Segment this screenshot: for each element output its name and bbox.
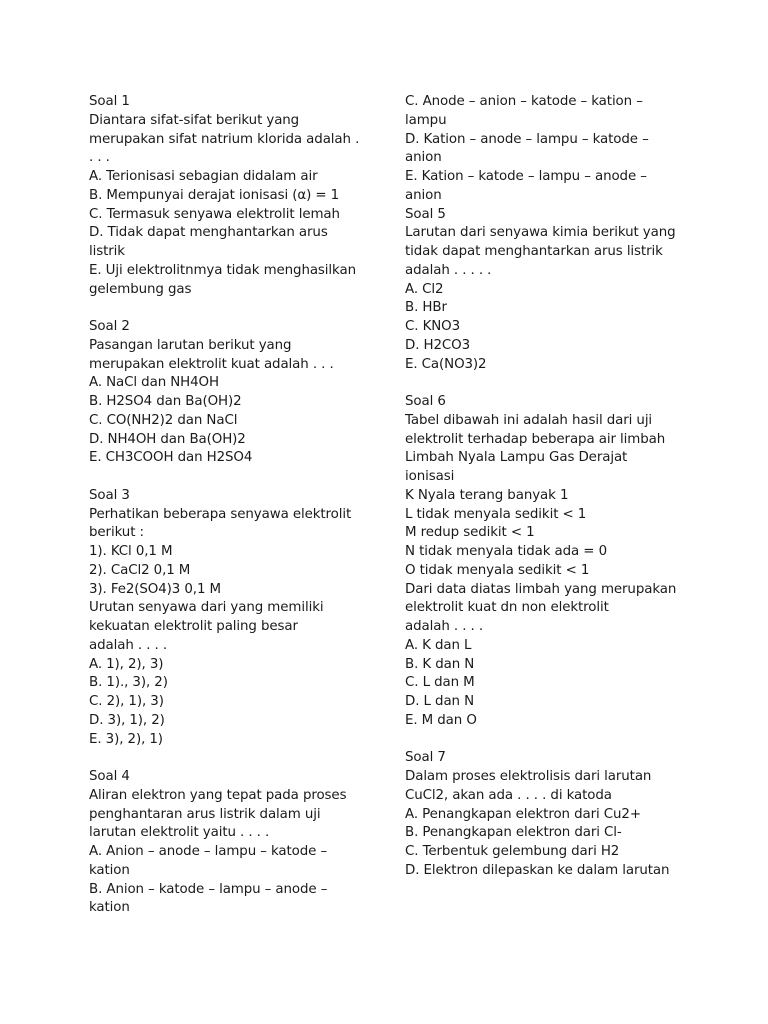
text-line: listrik xyxy=(89,244,125,259)
text-line: CuCl2, akan ada . . . . di katoda xyxy=(405,787,612,803)
question-heading: Soal 2 xyxy=(89,319,130,334)
question-heading: Soal 3 xyxy=(89,487,130,503)
text-line: Dari data diatas limbah yang merupakan xyxy=(405,581,677,597)
text-line: D. Elektron dilepaskan ke dalam larutan xyxy=(405,862,670,878)
text-line: Aliran elektron yang tepat pada proses xyxy=(89,787,347,803)
question-heading: Soal 4 xyxy=(89,769,130,784)
text-line: C. KNO3 xyxy=(405,319,461,334)
text-line: anion xyxy=(405,150,442,166)
text-line: C. 2), 1), 3) xyxy=(89,694,164,709)
question-heading: Soal 6 xyxy=(405,394,446,409)
text-line: Perhatikan beberapa senyawa elektrolit xyxy=(89,506,352,522)
text-line: elektrolit terhadap beberapa air limbah xyxy=(405,431,666,447)
text-line: E. 3), 2), 1) xyxy=(89,731,163,747)
text-line: E. CH3COOH dan H2SO4 xyxy=(89,450,253,466)
text-line: kation xyxy=(89,862,130,878)
text-line: 3). Fe2(SO4)3 0,1 M xyxy=(89,581,221,597)
text-line: C. Anode – anion – katode – kation – xyxy=(405,94,643,109)
blank-line xyxy=(89,749,379,768)
text-line: E. Uji elektrolitnmya tidak menghasilkan xyxy=(89,262,356,278)
text-line: C. L dan M xyxy=(405,675,475,691)
blank-line xyxy=(89,468,379,487)
text-line: . . . xyxy=(89,150,110,166)
text-line: larutan elektrolit yaitu . . . . xyxy=(89,825,270,841)
text-line: E. Kation – katode – lampu – anode – xyxy=(405,169,647,184)
text-line: A. Cl2 xyxy=(405,281,444,297)
text-line: tidak dapat menghantarkan arus listrik xyxy=(405,244,663,259)
text-line: D. Tidak dapat menghantarkan arus xyxy=(89,225,328,241)
text-line: A. Penangkapan elektron dari Cu2+ xyxy=(405,806,641,822)
text-line: C. Termasuk senyawa elektrolit lemah xyxy=(89,206,340,222)
text-line: kekuatan elektrolit paling besar xyxy=(89,619,298,634)
question-heading: Soal 7 xyxy=(405,750,446,766)
text-line: A. Anion – anode – lampu – katode – xyxy=(89,844,328,859)
text-line: M redup sedikit < 1 xyxy=(405,525,535,541)
text-line: E. Ca(NO3)2 xyxy=(405,356,487,372)
text-line: E. M dan O xyxy=(405,712,477,728)
text-line: N tidak menyala tidak ada = 0 xyxy=(405,544,607,559)
text-line: A. 1), 2), 3) xyxy=(89,656,164,672)
text-line: B. HBr xyxy=(405,300,447,316)
text-line: B. 1)., 3), 2) xyxy=(89,675,168,691)
text-line: D. 3), 1), 2) xyxy=(89,712,165,728)
right-column xyxy=(405,93,677,881)
text-line: L tidak menyala sedikit < 1 xyxy=(405,506,587,522)
text-line: berikut : xyxy=(89,525,144,541)
text-line: merupakan sifat natrium klorida adalah . xyxy=(89,131,360,147)
text-line: K Nyala terang banyak 1 xyxy=(405,487,569,503)
text-line: Tabel dibawah ini adalah hasil dari uji xyxy=(405,412,653,428)
blank-line xyxy=(405,731,667,750)
text-line: B. K dan N xyxy=(405,656,475,672)
text-line: D. Kation – anode – lampu – katode – xyxy=(405,131,649,147)
text-line: Limbah Nyala Lampu Gas Derajat xyxy=(405,450,628,466)
text-line: D. NH4OH dan Ba(OH)2 xyxy=(89,431,246,447)
text-line: B. Anion – katode – lampu – anode – xyxy=(89,881,328,897)
text-line: B. H2SO4 dan Ba(OH)2 xyxy=(89,394,242,409)
text-line: Pasangan larutan berikut yang xyxy=(89,337,292,353)
text-line: B. Penangkapan elektron dari Cl- xyxy=(405,825,622,841)
text-line: Dalam proses elektrolisis dari larutan xyxy=(405,769,652,784)
text-line: O tidak menyala sedikit < 1 xyxy=(405,562,590,578)
text-line: lampu xyxy=(405,112,447,128)
text-line: 2). CaCl2 0,1 M xyxy=(89,562,191,578)
text-line: Urutan senyawa dari yang memiliki xyxy=(89,600,324,616)
question-heading: Soal 5 xyxy=(405,206,446,222)
text-line: B. Mempunyai derajat ionisasi (α) = 1 xyxy=(89,187,340,203)
left-column xyxy=(89,93,379,918)
text-line: ionisasi xyxy=(405,469,455,484)
text-line: C. CO(NH2)2 dan NaCl xyxy=(89,412,238,428)
blank-line xyxy=(405,374,667,393)
text-line: adalah . . . . . xyxy=(405,262,492,278)
text-line: Diantara sifat-sifat berikut yang xyxy=(89,112,300,128)
text-line: adalah . . . . xyxy=(405,619,483,634)
text-line: anion xyxy=(405,187,442,203)
text-line: D. H2CO3 xyxy=(405,337,471,353)
text-line: gelembung gas xyxy=(89,281,192,297)
text-line: D. L dan N xyxy=(405,694,475,709)
text-line: kation xyxy=(89,900,130,916)
text-line: A. NaCl dan NH4OH xyxy=(89,375,219,391)
question-heading: Soal 1 xyxy=(89,94,130,109)
text-line: elektrolit kuat dn non elektrolit xyxy=(405,600,609,616)
text-line: penghantaran arus listrik dalam uji xyxy=(89,806,321,822)
text-line: C. Terbentuk gelembung dari H2 xyxy=(405,844,620,859)
text-line: adalah . . . . xyxy=(89,637,167,653)
text-line: Larutan dari senyawa kimia berikut yang xyxy=(405,225,676,241)
text-line: merupakan elektrolit kuat adalah . . . xyxy=(89,356,334,372)
text-line: A. K dan L xyxy=(405,637,472,653)
text-line: A. Terionisasi sebagian didalam air xyxy=(89,169,318,184)
text-line: 1). KCl 0,1 M xyxy=(89,544,173,559)
blank-line xyxy=(89,299,379,318)
